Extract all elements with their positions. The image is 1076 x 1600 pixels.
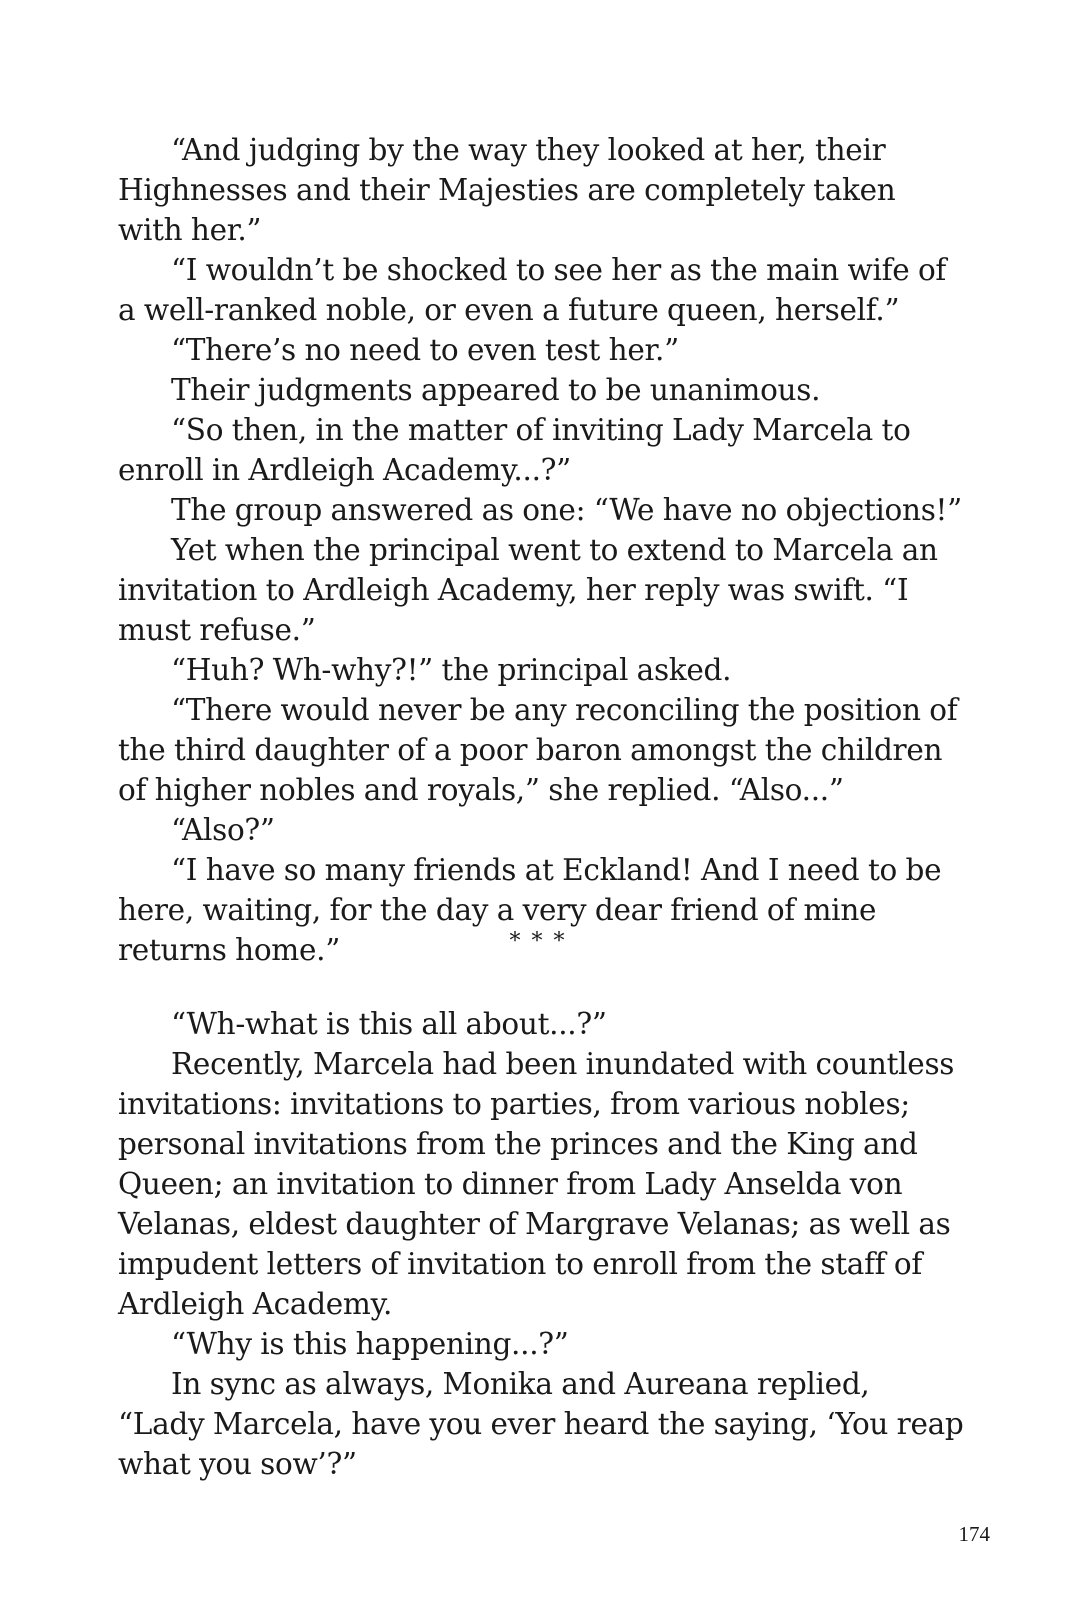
paragraph: “Also?” <box>171 813 275 847</box>
paragraph: “And judging by the way they looked at her, their Highnesses and their Majesties are completely taken with her.” <box>118 133 896 247</box>
paragraph: “There would never be any reconciling the position of the third daughter of a poor baron amongst the children of higher nobles and royals,” she replied. “Also...” <box>118 693 958 807</box>
section-two-text <box>118 1004 964 1484</box>
paragraph: The group answered as one: “We have no objections!” <box>171 493 962 527</box>
paragraph: Recently, Marcela had been inundated with countless invitations: invitations to parties, from various nobles; personal invitations from the princes and the King and Queen; an invitation to dinner from Lady Anselda von Velanas, eldest daughter of Margrave Velanas; as well as impudent letters of invitation to enroll from the staff of Ardleigh Academy. <box>118 1047 955 1321</box>
paragraph: “Why is this happening...?” <box>171 1327 569 1361</box>
paragraph: Their judgments appeared to be unanimous. <box>171 373 821 407</box>
paragraph: “There’s no need to even test her.” <box>171 333 679 367</box>
section-one-text <box>118 130 964 970</box>
page-number: 174 <box>958 1522 990 1546</box>
paragraph: “I wouldn’t be shocked to see her as the main wife of a well-ranked noble, or even a future queen, herself.” <box>118 253 947 327</box>
paragraph: “I have so many friends at Eckland! And I need to be here, waiting, for the day a very dear friend of mine returns home.” <box>118 853 942 967</box>
paragraph: Yet when the principal went to extend to Marcela an invitation to Ardleigh Academy, her reply was swift. “I must refuse.” <box>118 533 938 647</box>
paragraph: “Huh? Wh-why?!” the principal asked. <box>171 653 732 687</box>
scene-break: * * * <box>509 929 567 954</box>
paragraph: In sync as always, Monika and Aureana replied, “Lady Marcela, have you ever heard the saying, ‘You reap what you sow’?” <box>118 1367 964 1481</box>
paragraph: “Wh-what is this all about...?” <box>171 1007 607 1041</box>
paragraph: “So then, in the matter of inviting Lady Marcela to enroll in Ardleigh Academy...?” <box>118 413 911 487</box>
